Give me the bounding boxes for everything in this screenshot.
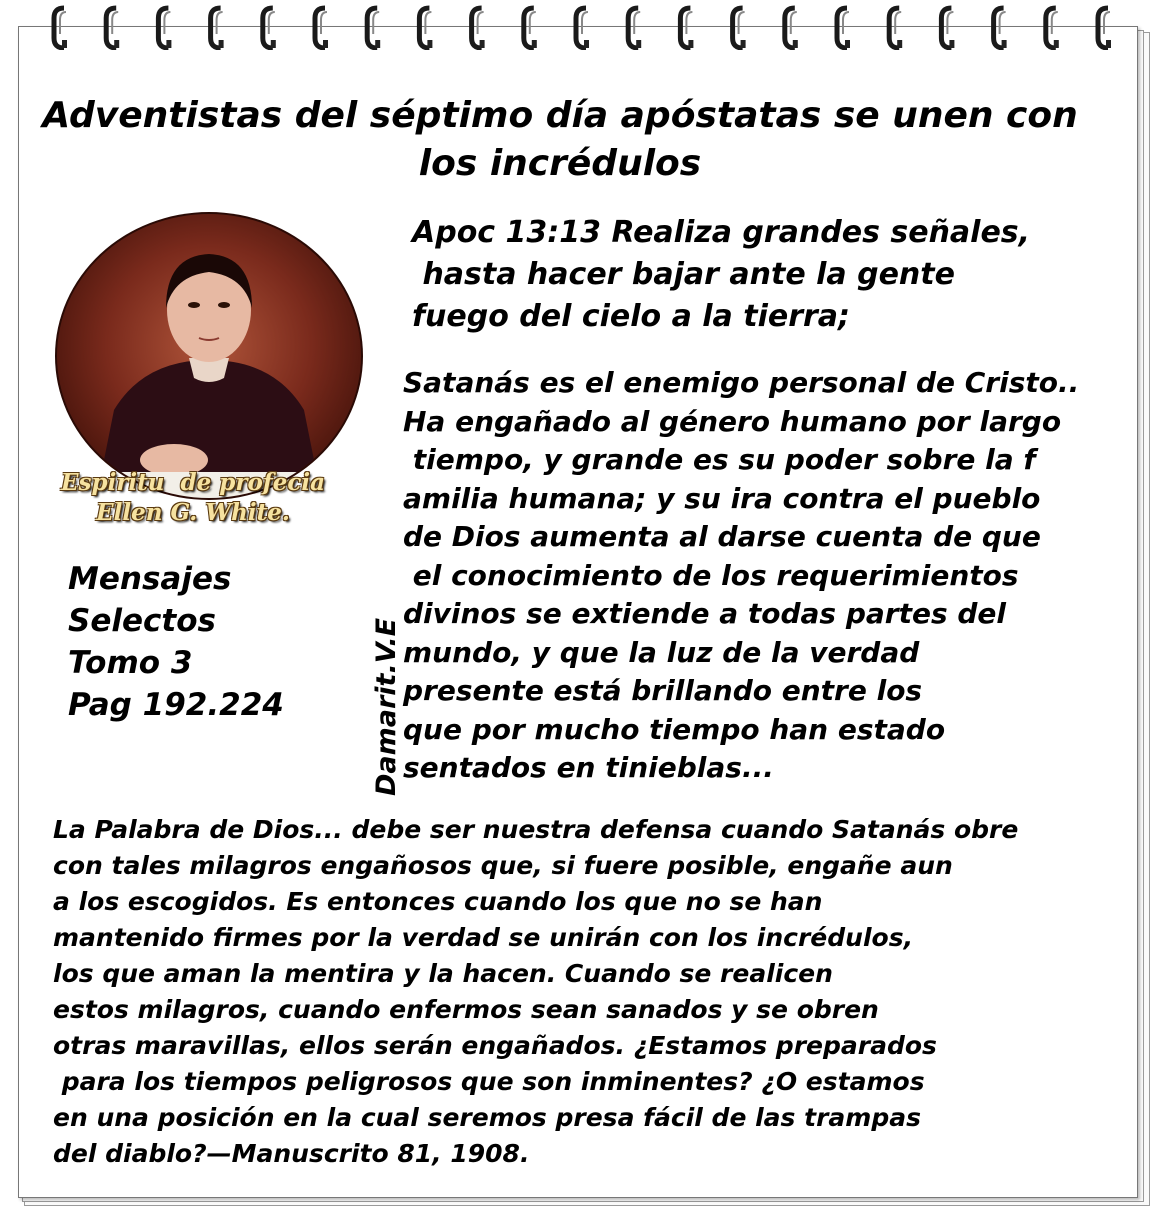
spiral-ring-icon <box>733 8 746 48</box>
book-reference: Mensajes Selectos Tomo 3 Pag 192.224 <box>68 561 284 723</box>
spiral-ring-icon <box>263 8 276 48</box>
spiral-ring-icon <box>941 8 954 48</box>
vertical-signature: Damarit.V.E <box>371 617 402 796</box>
spiral-ring-icon <box>628 8 641 48</box>
quote-satan: Satanás es el enemigo personal de Cristo.. Ha engañado al género humano por largo tiempo, y grande es su poder sobre la f amilia humana; y su ira contra el pueblo de Dios aumenta al darse cuenta de que el conocimiento de los requerimientos divinos se extiende a todas partes del mundo, y que la luz de la verdad presente está brillando entre los que por mucho tiempo han estado sentados en tinieblas... <box>403 366 1080 784</box>
spiral-ring-icon <box>106 8 119 48</box>
bible-verse: Apoc 13:13 Realiza grandes señales, hasta hacer bajar ante la gente fuego del cielo a la tierra; <box>412 215 1031 334</box>
quote-palabra-de-dios: La Palabra de Dios... debe ser nuestra defensa cuando Satanás obre con tales milagros engañosos que, si fuere posible, engañe aun a los escogidos. Es entonces cuando los que no se han mantenido firmes por la verdad se unirán con los incrédulos, los que aman la mentira y la hacen. Cuando se realicen estos milagros, cuando enfermos sean sanados y se obren otras maravillas, ellos serán engañados. ¿Estamos preparados para los tiempos peligrosos que son inminentes? ¿O estamos en una posición en la cual seremos presa fácil de las trampas del diablo?—Manuscrito 81, 1908. <box>53 815 1019 1168</box>
spiral-ring-icon <box>1098 8 1111 48</box>
spiral-ring-icon <box>315 8 328 48</box>
spiral-ring-icon <box>524 8 537 48</box>
spiral-ring-icon <box>1046 8 1059 48</box>
spiral-ring-icon <box>837 8 850 48</box>
spiral-ring-icon <box>211 8 224 48</box>
spiral-ring-icon <box>680 8 693 48</box>
spiral-ring-icon <box>785 8 798 48</box>
spiral-ring-icon <box>158 8 171 48</box>
emblem-caption: Espiritu de profecia Ellen G. White. <box>61 469 325 526</box>
spiral-ring-icon <box>576 8 589 48</box>
page-title: Adventistas del séptimo día apóstatas se unen con los incrédulos <box>42 95 1078 184</box>
spiral-ring-icon <box>472 8 485 48</box>
portrait-image <box>54 210 364 510</box>
spiral-ring-icon <box>419 8 432 48</box>
spiral-ring-icon <box>54 8 67 48</box>
spiral-ring-icon <box>994 8 1007 48</box>
spiral-binding <box>50 4 1120 50</box>
spiral-ring-icon <box>889 8 902 48</box>
spiral-ring-icon <box>367 8 380 48</box>
